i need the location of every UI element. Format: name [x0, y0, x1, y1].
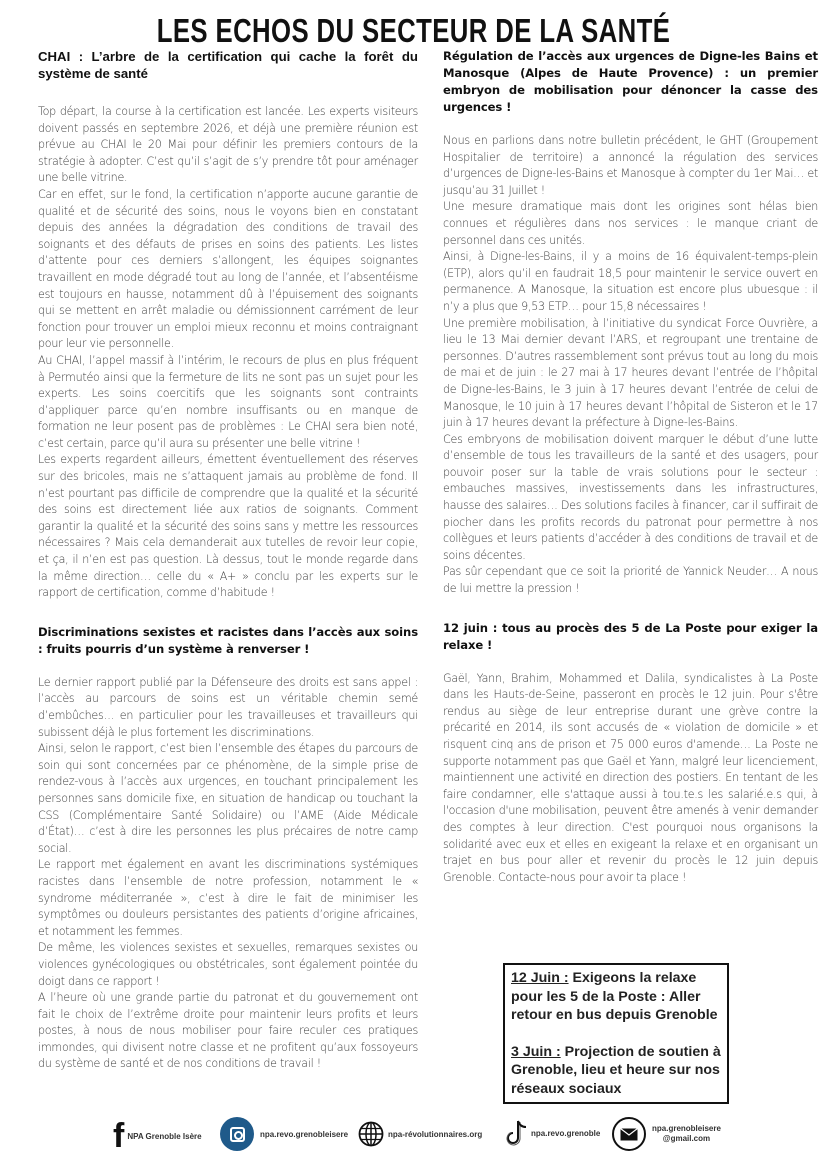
article-heading-urgences: Régulation de l’accès aux urgences de Digne-les Bains et Manosque (Alpes de Haute Provence) : un premier embryon de mobilisation pour dénoncer la casse des urgences !	[443, 49, 818, 114]
left-column	[38, 48, 418, 1073]
article-paragraph: Les experts regardent ailleurs, émettent éventuellement des réserves sur des bricoles, mais ne s’attaquent jamais au problème de fond. Il n’est pourtant pas difficile de comprendre que la qualité et la sécurité des soins est directement liée aux ratios de soignants. Comment garantir la qualité et la sécurité des soins sans y mettre les ressources nécessaires ? Mais cela demanderait aux tutelles de revoir leur copie, et ça, il n’en est pas question. Là dessus, tout le monde regarde dans la même direction… celle du « A+ » conclu par les experts sur le rapport de certification, comme d’habitude !	[38, 453, 418, 600]
article-paragraph: Car en effet, sur le fond, la certification n’apporte aucune garantie de qualité et de sécurité des soins, nous le voyons bien en constatant depuis des années la dégradation des conditions de travail des soignants et des défauts de prises en soins des patients. Les listes d’attente pour ces derniers s’allongent, les équipes soignantes travaillent en mode dégradé tout au long de l’année, et l’absentéisme est toujours en hausse, notamment dû à l’épuisement des soignants qui se mettent en arrêt maladie ou démissionnent carrément de leur fonction pour trouver un emploi mieux reconnu et moins contraignant pour leur vie personnelle.	[38, 187, 418, 351]
article-paragraph: Ainsi, selon le rapport, c’est bien l’ensemble des étapes du parcours de soin qui sont concernées par ce phénomène, de la simple prise de rendez-vous à l’accès aux urgences, en touchant principalement les personnes sans domicile fixe, en situation de handicap ou touchant la CSS (Complémentaire Santé Solidaire) ou l’AME (Aide Médicale d’État)… c’est à dire les personnes les plus précaires de notre camp social.	[38, 742, 418, 855]
article-paragraph: Nous en parlions dans notre bulletin précédent, le GHT (Groupement Hospitalier de territoire) a annoncé la régulation des services d’urgences de Digne-les-Bains et Manosque à compter du 1er Mai… et jusqu’au 31 Juillet !	[443, 134, 818, 197]
email-label-domain: @gmail.com	[662, 1134, 711, 1143]
page-title: LES ECHOS DU SECTEUR DE LA SANTÉ	[156, 12, 671, 49]
email-label-user: npa.grenobleisere	[652, 1124, 721, 1133]
article-paragraph: Une mesure dramatique mais dont les origines sont hélas bien connues et régulières dans nos services : le manque criant de personnel dans ces unités.	[443, 200, 818, 247]
mail-icon	[612, 1117, 646, 1151]
footer-facebook[interactable]	[113, 1119, 202, 1153]
article-heading-chai: CHAI : L’arbre de la certification qui cache la forêt du système de santé	[38, 49, 418, 81]
article-paragraph: A l’heure où une grande partie du patronat et du gouvernement ont fait le choix de l’extrême droite pour maintenir leurs profits et leurs postes, à nous de nous mobiliser pour faire reculer ces pratiques immondes, qui divisent notre classe et ne profitent qu’aux fossoyeurs du système de santé et de nos conditions de travail !	[38, 991, 418, 1071]
article-paragraph: Top départ, la course à la certification est lancée. Les experts visiteurs doivent passés en septembre 2026, et déjà une première réunion est prévue au CHAI le 20 Mai pour définir les premiers contours de la stratégie à adopter. C’est qu’il s’agit de s’y prendre tôt pour aménager une belle vitrine.	[38, 105, 418, 185]
event-item	[511, 1043, 721, 1099]
tiktok-label: npa.revo.grenoble	[531, 1128, 601, 1138]
article-paragraph: De même, les violences sexistes et sexuelles, remarques sexistes ou violences gynécologiques ou obstétricales, sont également pointée du doigt dans ce rapport !	[38, 941, 418, 988]
article-paragraph: Ainsi, à Digne-les-Bains, il y a moins de 16 équivalent-temps-plein (ETP), alors qu’il en faudrait 18,5 pour maintenir le service ouvert en permanence. A Manosque, la situation est encore plus ubuesque : il n’y a plus que 9,53 ETP… pour 15,8 nécessaires !	[443, 250, 818, 313]
article-paragraph: Le dernier rapport publié par la Défenseure des droits est sans appel : l’accès au parcours de soins est un véritable chemin semé d’embûches… en particulier pour les travailleuses et travailleurs qui subissent déjà le plus fortement les discriminations.	[38, 675, 418, 739]
event-text: Exigeons la relaxe pour les 5 de la Poste : Aller retour en bus depuis Grenoble	[511, 970, 718, 1023]
right-column	[443, 48, 818, 886]
event-text: Projection de soutien à Grenoble, lieu et heure sur nos réseaux sociaux	[511, 1043, 721, 1097]
footer-instagram[interactable]	[220, 1117, 348, 1151]
article-paragraph: Au CHAI, l’appel massif à l’intérim, le recours de plus en plus fréquent à Permutéo ainsi que la fermeture de lits ne sont pas un sujet pour les experts. Les soins coercitifs que les soignants sont contraints d’appliquer parce qu’en nombre insuffisants ou en manque de formation ne leur posent pas de problèmes : Le CHAI sera bien noté, c’est certain, parce qu’il aura su présenter une belle vitrine !	[38, 353, 418, 450]
article-paragraph: Le rapport met également en avant les discriminations systémiques racistes dans l’ensemble de notre profession, notamment le « syndrome méditerranée », c’est à dire le fait de minimiser les symptômes ou douleurs persistantes des patients d’origine africaines, et notamment les femmes.	[38, 858, 418, 938]
globe-icon	[358, 1121, 384, 1147]
footer-email[interactable]	[612, 1117, 721, 1151]
footer-tiktok[interactable]	[505, 1119, 600, 1147]
website-label: npa-révolutionnaires.org	[388, 1129, 483, 1139]
instagram-label: npa.revo.grenobleisere	[260, 1129, 349, 1139]
article-paragraph: Une première mobilisation, à l’initiative du syndicat Force Ouvrière, a lieu le 13 Mai dernier devant l’ARS, et regroupant une trentaine de personnes. D’autres rassemblement sont prévus tout au long du mois de mai et de juin : le 27 mai à 17 heures devant l’entrée de l’hôpital de Digne-les-Bains, le 3 juin à 17 heures devant l’entrée de celui de Manosque, le 10 juin à 17 heures devant l’hôpital de Sisteron et le 17 juin à 17 heures devant la préfecture à Digne-les-Bains.	[443, 316, 818, 430]
event-date: 12 Juin :	[511, 970, 569, 986]
article-paragraph: Pas sûr cependant que ce soit la priorité de Yannick Neuder… A nous de lui mettre la pression !	[443, 565, 818, 596]
event-item	[511, 969, 721, 1025]
facebook-label: NPA Grenoble Isère	[127, 1131, 202, 1141]
article-paragraph: Gaël, Yann, Brahim, Mohammed et Dalila, syndicalistes à La Poste dans les Hauts-de-Seine, passeront en procès le 12 juin. Pour s'être rendus au siège de leur entreprise durant une grève contre la précarité en 2014, ils sont accusés de « violation de domicile » et risquent cinq ans de prison et 75 000 euros d'amende… La Poste ne supporte notamment pas que Gaël et Yann, malgré leur licenciement, maintiennent une activité en direction des postiers. En tentant de les faire condamner, elle s'attaque aussi à tou.te.s les salarié.e.s qui, à l'occasion d'une mobilisation, peuvent être amenés à venir demander des comptes à leur direction. C'est pourquoi nous organisons la solidarité avec eux et elles en exigeant la relaxe et en organisant un trajet en bus pour aller et revenir du procès le 12 juin depuis Grenoble. Contacte-nous pour avoir ta place !	[443, 671, 818, 884]
tiktok-icon	[505, 1119, 529, 1147]
facebook-icon: f	[113, 1117, 125, 1155]
article-heading-la-poste: 12 juin : tous au procès des 5 de La Poste pour exiger la relaxe !	[443, 620, 818, 652]
article-heading-discriminations: Discriminations sexistes et racistes dans l’accès aux soins : fruits pourris d’un système à renverser !	[38, 624, 418, 656]
event-date: 3 Juin :	[511, 1043, 561, 1060]
social-footer	[0, 1113, 827, 1163]
footer-website[interactable]	[358, 1121, 482, 1147]
events-callout-box	[503, 963, 729, 1104]
article-paragraph: Ces embryons de mobilisation doivent marquer le début d’une lutte d’ensemble de tous les travailleurs de la santé et des usagers, pour pouvoir poser sur la table de vrais solutions pour le secteur : embauches massives, investissements dans les infrastructures, hausse des salaires… Des solutions faciles à financer, car il suffirait de piocher dans les profits records du patronat pour permettre à nos collègues et leurs patients d’accéder à des conditions de travail et de soins décentes.	[443, 432, 818, 562]
instagram-icon	[220, 1117, 254, 1151]
